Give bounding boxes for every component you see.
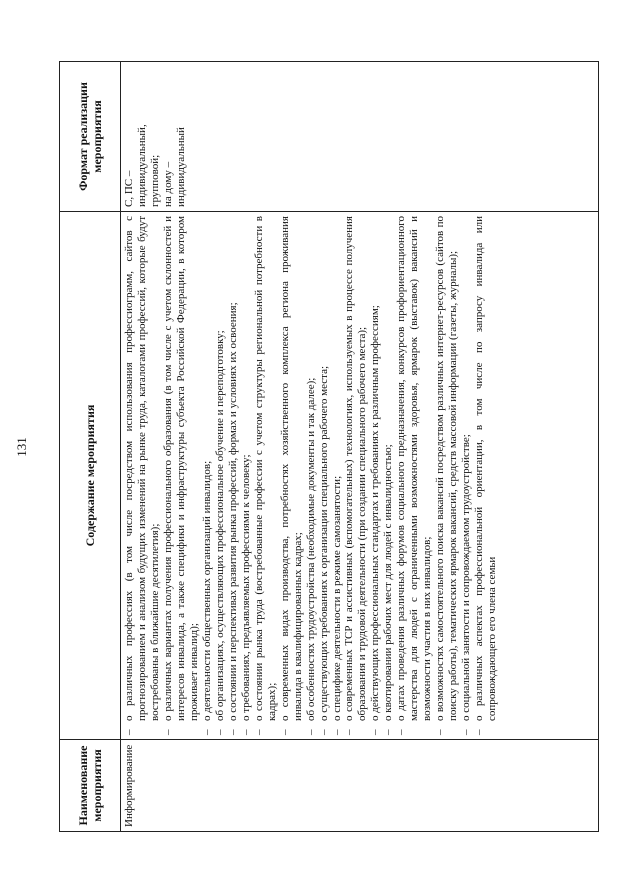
header-activity-name: Наименование мероприятия — [60, 740, 121, 832]
list-item — [305, 216, 318, 735]
list-item-text: об особенностях трудоустройства (необходимые документы и так далее); — [304, 377, 317, 721]
list-dash: – — [343, 729, 356, 735]
list-item-text: об организациях, осуществляющих профессиональное обучение и переподготовку; — [213, 330, 226, 721]
list-dash: – — [213, 729, 226, 735]
list-item-text: о деятельности общественных организаций инвалидов; — [200, 460, 213, 721]
list-item-text: о квотировании рабочих мест для людей с инвалидностью; — [382, 444, 395, 721]
list-dash: – — [304, 729, 317, 735]
header-activity-content: Содержание мероприятия — [60, 212, 121, 740]
list-dash: – — [382, 729, 395, 735]
list-item — [473, 216, 499, 735]
list-dash: – — [369, 729, 382, 735]
list-item — [253, 216, 279, 735]
list-item — [395, 216, 434, 735]
list-item-text: о современных ТСР и ассистивных (вспомогательных) технологиях, используемых в процессе получения образования и трудовой деятельности (при создании специального рабочего места); — [343, 216, 369, 721]
format-line: С, ПС – — [123, 170, 135, 207]
page-number: 131 — [14, 437, 29, 457]
list-item — [343, 216, 369, 735]
list-item-text: о современных видах производства, потребностях хозяйственного комплекса региона проживания инвалида в квалифицированных кадрах; — [278, 216, 304, 721]
list-dash: – — [252, 729, 265, 735]
list-item — [331, 216, 344, 735]
list-dash: – — [395, 729, 408, 735]
list-dash: – — [434, 729, 447, 735]
content-items-list — [123, 216, 499, 735]
list-item-text: о датах проведения различных форумов социального предназначения, конкурсов профориентационного мастерства для людей с ограниченными возможностями здоровья, ярмарок (выставок) вакансий и возможности участия в них инвалидов; — [395, 216, 434, 721]
list-item-text: о социальной занятости и сопровождаемом трудоустройстве; — [460, 434, 473, 721]
list-item-text: о различных вариантах получения профессионального образования (в том числе с учетом склонностей и интересов инвалида, а также специфики и инфраструктуры субъекта Российской Федерации, в котором проживает инвалид); — [161, 216, 200, 721]
activity-format-cell — [121, 62, 599, 212]
format-line: групповой; — [148, 154, 161, 207]
list-dash: – — [317, 729, 330, 735]
list-item — [318, 216, 331, 735]
list-item-text: о различных аспектах профессиональной ориентации, в том числе по запросу инвалида или сопровождающего его члена семьи — [473, 216, 499, 721]
list-item — [214, 216, 227, 735]
header-activity-format: Формат реализации мероприятия — [60, 62, 121, 212]
table-header-row — [60, 62, 121, 832]
list-item — [279, 216, 305, 735]
activity-name-cell: Информирование — [121, 740, 599, 832]
list-item-text: о состоянии рынка труда (востребованные профессии с учетом структуры региональной потребности в кадрах); — [252, 216, 278, 721]
list-item-text: о существующих требованиях к организации специального рабочего места; — [317, 365, 330, 721]
list-item-text: о требованиях, предъявляемых профессиями к человеку; — [239, 454, 252, 721]
format-line: индивидуальный — [174, 127, 187, 207]
list-item — [123, 216, 162, 735]
list-item — [460, 216, 473, 735]
list-item — [162, 216, 201, 735]
list-dash: – — [330, 729, 343, 735]
format-line: индивидуальный, — [135, 124, 148, 207]
list-item-text: о действующих профессиональных стандартах и требованиях к различным профессиям; — [369, 305, 382, 721]
format-line: на дому – — [161, 161, 174, 207]
list-dash: – — [161, 729, 174, 735]
list-dash: – — [123, 729, 135, 735]
list-item-text: о различных профессиях (в том числе посредством использования профессиограмм, сайтов с прогнозированием и анализом будущих изменений на рынке труда, каталогами профессий, которые будут востребованы в ближайшие десятилетия); — [123, 216, 161, 721]
list-item — [240, 216, 253, 735]
list-item — [201, 216, 214, 735]
activity-content-cell — [121, 212, 599, 740]
list-item — [382, 216, 395, 735]
list-item-text: о состоянии и перспективах развития рынка профессий, формах и условиях их освоения; — [226, 302, 239, 721]
list-dash: – — [473, 729, 486, 735]
list-dash: – — [200, 729, 213, 735]
table-row — [121, 62, 599, 832]
list-item-text: о возможностях самостоятельного поиска вакансий посредством различных интернет-ресурсов (сайтов по поиску работы), тематических ярмарок вакансий, средств массовой информации (газеты, журналы); — [434, 216, 460, 721]
activities-table — [59, 61, 599, 832]
list-item-text: о специфике деятельности в режиме самозанятости; — [330, 475, 343, 721]
list-dash: – — [226, 729, 239, 735]
list-item — [434, 216, 460, 735]
list-dash: – — [460, 729, 473, 735]
list-item — [369, 216, 382, 735]
list-dash: – — [278, 729, 291, 735]
list-dash: – — [239, 729, 252, 735]
list-item — [227, 216, 240, 735]
rotated-table-sheet — [59, 62, 599, 832]
